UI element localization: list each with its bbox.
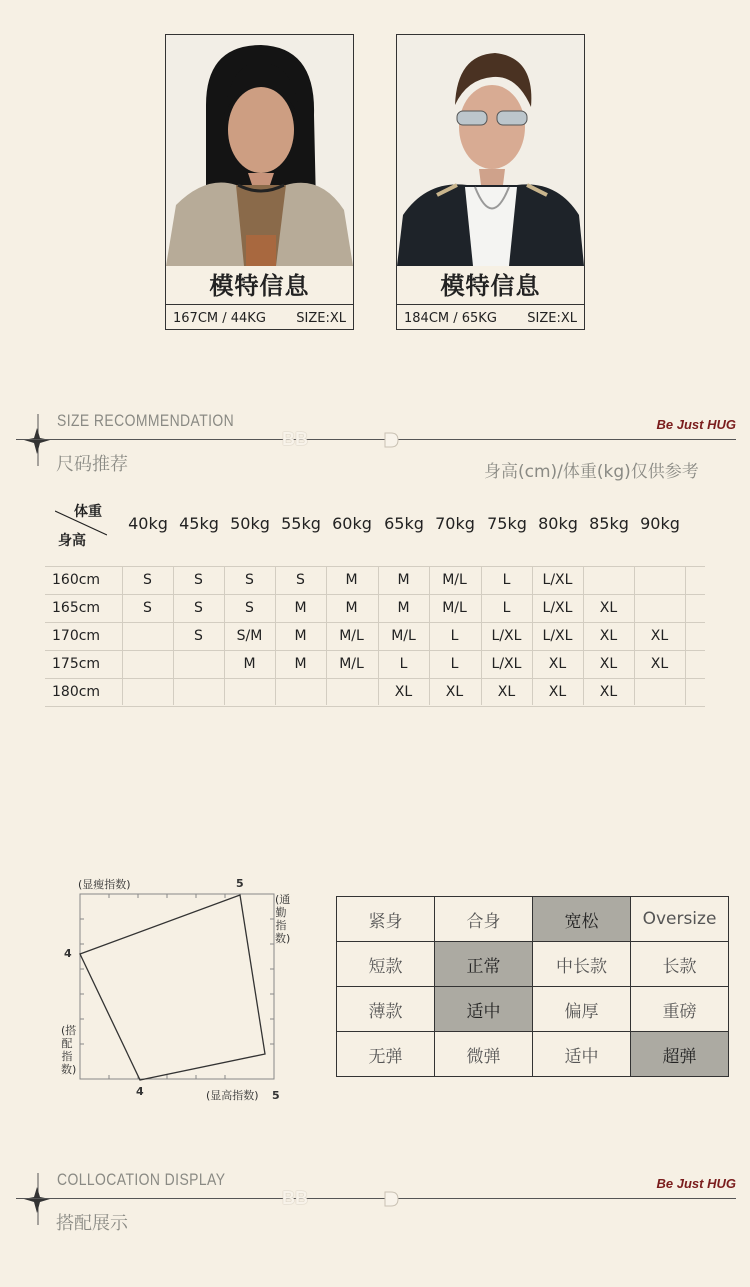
table-row-divider <box>45 650 705 651</box>
size-cell: M <box>397 600 410 616</box>
size-cell: M/L <box>442 600 467 616</box>
corner-diagonal <box>55 510 107 536</box>
size-cell: S <box>245 572 254 588</box>
logo-d-icon <box>383 432 399 448</box>
table-row-divider <box>45 566 705 567</box>
attribute-option: 中长款 <box>533 942 631 987</box>
radar-ticks <box>80 894 274 1079</box>
brand-logo: Be Just HUG <box>656 417 736 432</box>
radar-label-top: (显瘦指数) <box>78 878 131 891</box>
height-row-label: 170cm <box>52 628 101 644</box>
radar-label-right: (通勤指数) <box>275 893 291 945</box>
logo-d-icon <box>383 1191 399 1207</box>
size-cell: L/XL <box>491 656 522 672</box>
attribute-option-selected: 适中 <box>435 987 533 1032</box>
height-row-label: 165cm <box>52 600 101 616</box>
size-cell: S <box>194 628 203 644</box>
section-title-en: COLLOCATION DISPLAY <box>57 1170 226 1189</box>
reference-note: 身高(cm)/体重(kg)仅供参考 <box>484 462 699 482</box>
weight-column-header: 80kg <box>538 514 578 533</box>
attribute-option: 重磅 <box>631 987 729 1032</box>
size-cell: XL <box>497 684 516 700</box>
size-cell: XL <box>548 684 567 700</box>
model-info-title: 模特信息 <box>397 266 584 305</box>
attribute-option: Oversize <box>631 897 729 942</box>
attribute-option: 适中 <box>533 1032 631 1077</box>
size-cell: L/XL <box>491 628 522 644</box>
model-photo-male <box>397 35 584 266</box>
size-cell: S <box>296 572 305 588</box>
section-divider <box>16 439 736 440</box>
radar-polygon <box>80 895 265 1080</box>
attribute-option: 短款 <box>337 942 435 987</box>
size-cell: L/XL <box>542 572 573 588</box>
size-cell: M <box>243 656 256 672</box>
size-cell: M <box>294 628 307 644</box>
size-cell: S <box>194 600 203 616</box>
size-cell: S <box>194 572 203 588</box>
size-cell: XL <box>548 656 567 672</box>
radar-value-top: 5 <box>236 877 244 890</box>
size-cell: L/XL <box>542 628 573 644</box>
attribute-option-selected: 超弹 <box>631 1032 729 1077</box>
weight-column-header: 85kg <box>589 514 629 533</box>
radar-value-bottom: 4 <box>136 1085 144 1098</box>
size-cell: M <box>345 572 358 588</box>
model-photo-female <box>166 35 353 266</box>
table-row-divider <box>45 706 705 707</box>
size-cell: M/L <box>442 572 467 588</box>
size-cell: M <box>294 600 307 616</box>
weight-column-header: 45kg <box>179 514 219 533</box>
logo-mark: BB <box>282 429 308 449</box>
attribute-option: 紧身 <box>337 897 435 942</box>
height-row-label: 160cm <box>52 572 101 588</box>
size-cell: L/XL <box>542 600 573 616</box>
attribute-option: 长款 <box>631 942 729 987</box>
model-height-weight: 184CM / 65KG <box>404 311 497 326</box>
attribute-option: 无弹 <box>337 1032 435 1077</box>
size-cell: S/M <box>236 628 263 644</box>
size-cell: M/L <box>339 628 364 644</box>
weight-column-header: 50kg <box>230 514 270 533</box>
section-divider <box>16 1198 736 1199</box>
size-cell: XL <box>599 600 618 616</box>
weight-column-header: 75kg <box>487 514 527 533</box>
size-cell: XL <box>650 656 669 672</box>
radar-label-left: (搭配指数) <box>61 1024 77 1076</box>
model-card-male <box>396 34 585 330</box>
size-cell: L <box>450 656 459 672</box>
size-cell: XL <box>394 684 413 700</box>
table-row-divider <box>45 594 705 595</box>
weight-column-header: 70kg <box>435 514 475 533</box>
fabric-attribute-grid <box>336 896 729 1077</box>
attribute-option-selected: 宽松 <box>533 897 631 942</box>
weight-column-header: 60kg <box>332 514 372 533</box>
attribute-option-selected: 正常 <box>435 942 533 987</box>
weight-column-header: 90kg <box>640 514 680 533</box>
model-size: SIZE:XL <box>527 311 577 326</box>
height-corner-label: 身高 <box>58 533 86 549</box>
section-title-en: SIZE RECOMMENDATION <box>57 411 235 430</box>
size-cell: M/L <box>339 656 364 672</box>
model-info-title: 模特信息 <box>166 266 353 305</box>
radar-label-bottom: (显高指数) <box>206 1089 259 1102</box>
radar-diagram <box>70 885 280 1095</box>
size-cell: S <box>245 600 254 616</box>
sparkle-icon <box>22 414 52 466</box>
section-title-cn: 搭配展示 <box>56 1213 128 1234</box>
weight-corner-label: 体重 <box>74 504 102 520</box>
size-cell: L <box>502 572 511 588</box>
radar-value-right: 5 <box>272 1089 280 1102</box>
size-cell: M <box>345 600 358 616</box>
size-cell: M/L <box>391 628 416 644</box>
height-row-label: 175cm <box>52 656 101 672</box>
sparkle-icon <box>22 1173 52 1225</box>
model-card-female <box>165 34 354 330</box>
logo-mark: BB <box>282 1188 308 1208</box>
attribute-option: 偏厚 <box>533 987 631 1032</box>
table-row-divider <box>45 622 705 623</box>
size-cell: S <box>143 572 152 588</box>
size-cell: XL <box>650 628 669 644</box>
size-cell: M <box>294 656 307 672</box>
height-row-label: 180cm <box>52 684 101 700</box>
weight-column-header: 65kg <box>384 514 424 533</box>
model-size: SIZE:XL <box>296 311 346 326</box>
attribute-option: 微弹 <box>435 1032 533 1077</box>
attribute-option: 薄款 <box>337 987 435 1032</box>
model-height-weight: 167CM / 44KG <box>173 311 266 326</box>
size-cell: M <box>397 572 410 588</box>
section-title-cn: 尺码推荐 <box>56 454 128 475</box>
size-cell: XL <box>599 656 618 672</box>
weight-column-header: 55kg <box>281 514 321 533</box>
size-cell: XL <box>445 684 464 700</box>
size-cell: S <box>143 600 152 616</box>
brand-logo: Be Just HUG <box>656 1176 736 1191</box>
size-cell: XL <box>599 628 618 644</box>
size-cell: L <box>450 628 459 644</box>
attribute-option: 合身 <box>435 897 533 942</box>
size-cell: XL <box>599 684 618 700</box>
table-row-divider <box>45 678 705 679</box>
weight-column-header: 40kg <box>128 514 168 533</box>
table-column-divider <box>685 566 686 705</box>
size-cell: L <box>399 656 408 672</box>
radar-value-left: 4 <box>64 947 72 960</box>
size-cell: L <box>502 600 511 616</box>
